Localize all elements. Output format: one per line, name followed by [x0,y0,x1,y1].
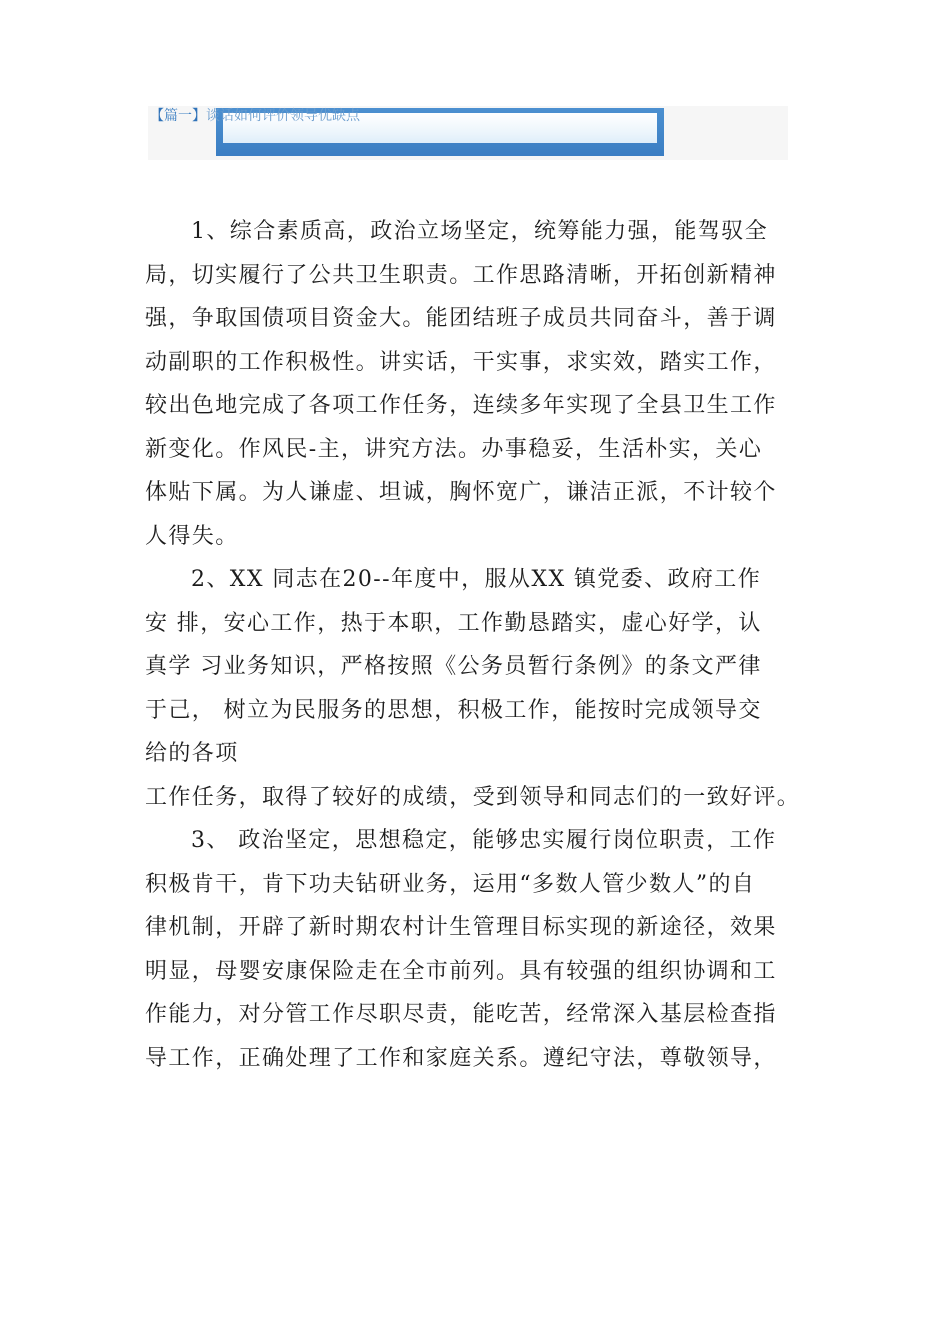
section-title [150,106,360,126]
text-line: 较出色地完成了各项工作任务，连续多年实现了全县卫生工作 [145,393,777,418]
text-line: 于己， 树立为民服务的思想，积极工作，能按时完成领导交 [145,697,762,723]
section-header-banner [148,106,788,160]
bracket-close: 】 [192,108,206,124]
text-line: 明显，母婴安康保险走在全市前列。具有较强的组织协调和工 [145,958,777,984]
text-line: 真学 习业务知识，严格按照《公务员暂行条例》的条文严律 [145,654,762,679]
text-line: 1、综合素质高，政治立场坚定，统筹能力强，能驾驭全 [191,219,768,244]
text-line: 律机制，开辟了新时期农村计生管理目标实现的新途径，效果 [145,915,777,940]
text-line: 人得失。 [145,523,239,549]
text-line: 局，切实履行了公共卫生职责。工作思路清晰，开拓创新精神 [145,262,777,288]
text-line: 新变化。作风民-主，讲究方法。办事稳妥，生活朴实，关心 [145,436,763,462]
text-line: 安 排，安心工作，热于本职，工作勤恳踏实，虚心好学，认 [145,610,762,636]
text-line: 导工作，正确处理了工作和家庭关系。遵纪守法，尊敬领导， [145,1045,777,1071]
text-line: 给的各项 [145,741,239,766]
text-line: 工作任务，取得了较好的成绩，受到领导和同志们的一致好评。 [145,784,801,810]
text-line: 3、 政治坚定，思想稳定，能够忠实履行岗位职责，工作 [191,828,777,853]
paragraph-3 [145,819,805,1080]
section-title-text: 谈话如何评价领导优缺点 [206,108,360,124]
paragraph-1 [145,210,805,558]
section-label: 篇一 [164,108,192,124]
paragraph-2 [145,558,805,819]
text-line: 积极肯干，肯下功夫钻研业务，运用“多数人管少数人”的自 [145,871,756,897]
text-line: 体贴下属。为人谦虚、坦诚，胸怀宽广，谦洁正派，不计较个 [145,480,777,505]
text-line: 2、XX 同志在20--年度中，服从XX 镇党委、政府工作 [191,567,762,592]
body-text [145,210,805,1080]
bracket-open: 【 [150,108,164,124]
text-line: 动副职的工作积极性。讲实话，干实事，求实效，踏实工作， [145,349,777,375]
text-line: 作能力，对分管工作尽职尽责，能吃苦，经常深入基层检查指 [145,1002,777,1027]
text-line: 强，争取国债项目资金大。能团结班子成员共同奋斗，善于调 [145,306,777,331]
